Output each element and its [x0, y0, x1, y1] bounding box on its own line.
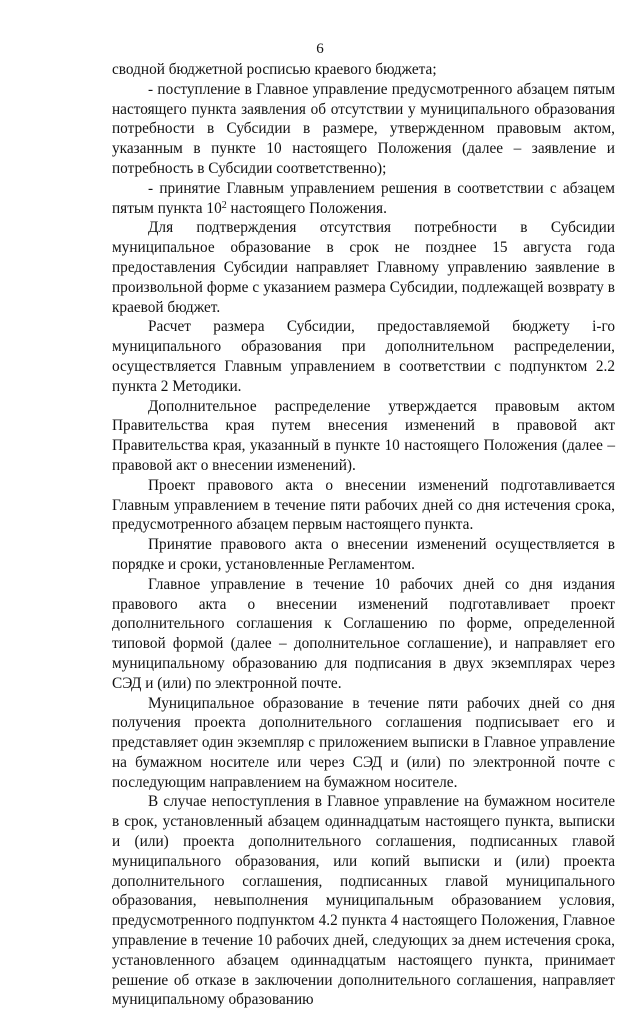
paragraph-text-part: настоящего Положения. — [226, 199, 387, 217]
paragraph-draft-act: Проект правового акта о внесении изменений подготавливается Главным управлением в течение пяти рабочих дней со дня истечения срока, предусмотренного абзацем первым настоящего пункта. — [112, 476, 615, 534]
paragraph-additional-distribution: Дополнительное распределение утверждается правовым актом Правительства края путем внесения изменений в правовой акт Правительства края, указанный в пункте 10 настоящего Положения (далее – правовой акт о внесении изменений). — [112, 397, 615, 474]
paragraph-continuation: сводной бюджетной росписью краевого бюджета; — [112, 61, 437, 78]
page-number: 6 — [316, 41, 324, 57]
paragraph-text-part: - принятие Главным управлением решения в соответствии с абзацем пятым пункта 10 — [112, 179, 615, 217]
paragraph-non-receipt: В случае непоступления в Главное управление на бумажном носителе в срок, установленный абзацем одиннадцатым настоящего пункта, выписки и (или) проекта дополнительного соглашения, подписанных главой муниципального образования, или копий выписки и (или) проекта дополнительного соглашения, подписанных главой муниципального образования, невыполнения муниципальным образованием условия, предусмотренного подпунктом 4.2 пункта 4 настоящего Положения, Главное управление в течение 10 рабочих дней, следующих за днем истечения срока, установленного абзацем одиннадцатым настоящего пункта, принимает решение об отказе в заключении дополнительного соглашения, направляет муниципальному образованию — [112, 793, 615, 1009]
paragraph-confirmation: Для подтверждения отсутствия потребности в Субсидии муниципальное образование в срок не позднее 15 августа года предоставления Субсидии направляет Главному управлению заявление в произвольной форме с указанием размера Субсидии, подлежащей возврату в краевой бюджет. — [112, 219, 615, 316]
superscript-index: 2 — [221, 199, 227, 211]
paragraph-bullet-decision — [112, 179, 615, 219]
paragraph-bullet-application-received: - поступление в Главное управление предусмотренного абзацем пятым настоящего пункта заявления об отсутствии у муниципального образования потребности в Субсидии в размере, утвержденном правовым актом, указанным в пункте 10 настоящего Положения (далее – заявление и потребность в Субсидии соответственно); — [112, 80, 615, 177]
paragraph-additional-agreement: Главное управление в течение 10 рабочих дней со дня издания правового акта о внесении изменений подготавливает проект дополнительного соглашения к Соглашению по форме, определенной типовой формой (далее – дополнительное соглашение), и направляет его муниципальному образованию для подписания в двух экземплярах через СЭД и (или) по электронной почте. — [112, 575, 615, 692]
paragraph-municipality-signing: Муниципальное образование в течение пяти рабочих дней со дня получения проекта дополнительного соглашения подписывает его и представляет один экземпляр с приложением выписки в Главное управление на бумажном носителе или через СЭД и (или) по электронной почте с последующим направлением на бумажном носителе. — [112, 694, 615, 791]
paragraph-act-adoption: Принятие правового акта о внесении изменений осуществляется в порядке и сроки, установленные Регламентом. — [112, 536, 615, 573]
paragraph-calculation: Расчет размера Субсидии, предоставляемой бюджету i-го муниципального образования при дополнительном распределении, осуществляется Главным управлением в соответствии с подпунктом 2.2 пункта 2 Методики. — [112, 318, 615, 395]
document-body — [112, 60, 615, 1010]
